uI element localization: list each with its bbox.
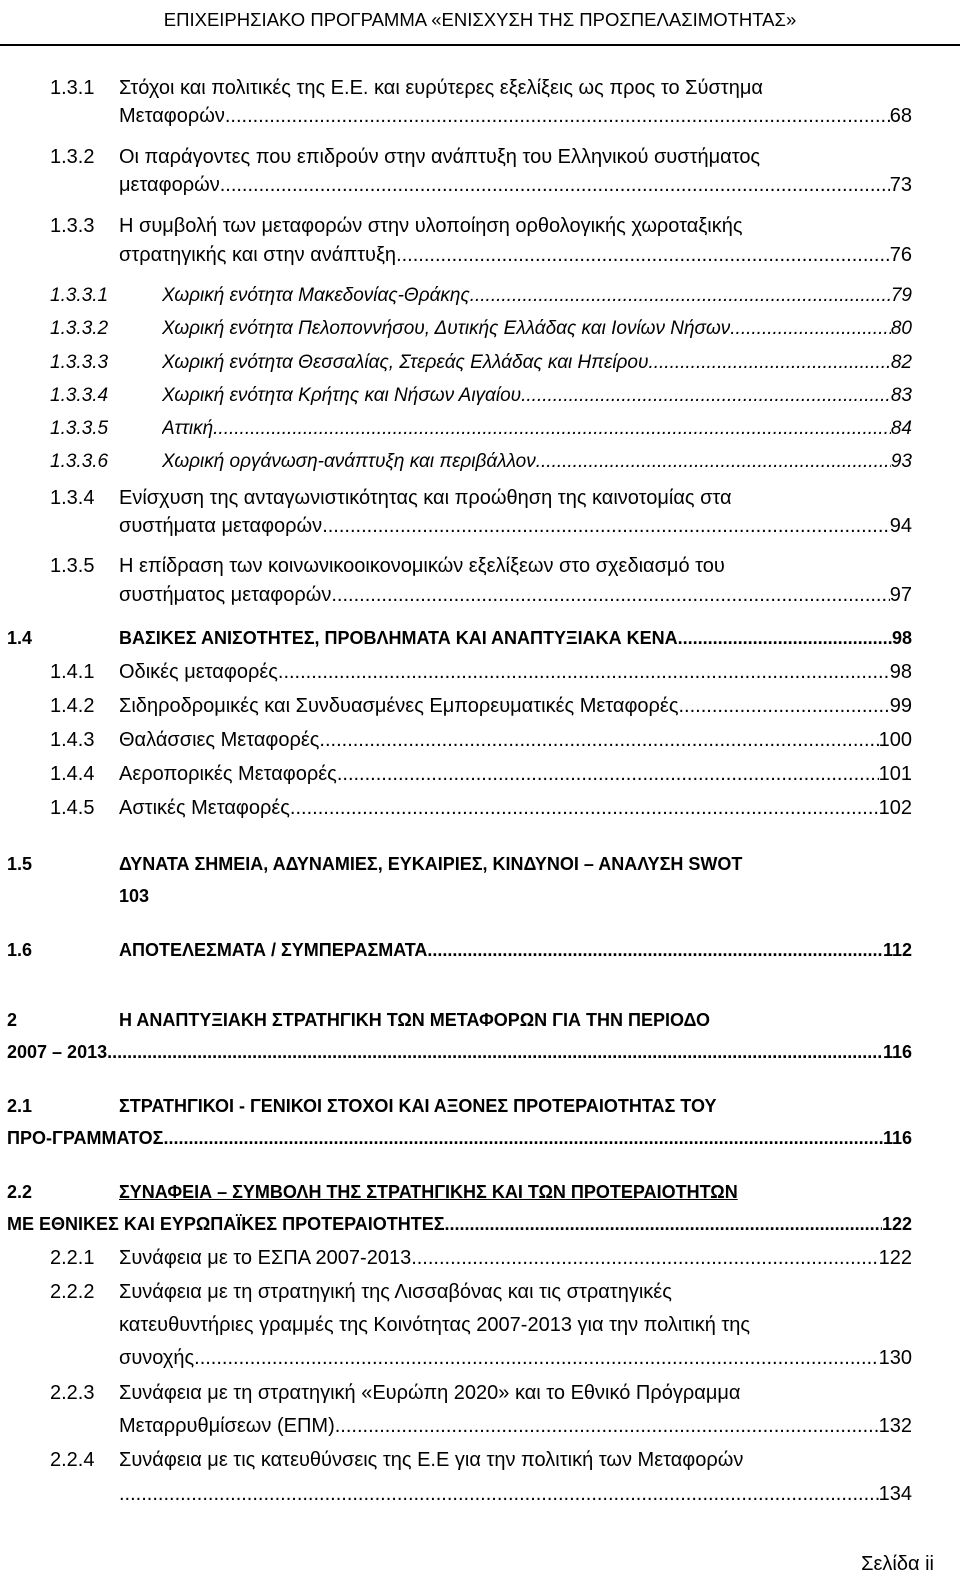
- toc-page-number: 93: [890, 451, 912, 472]
- toc-entry-1-3-3-cont[interactable]: [119, 241, 912, 269]
- toc-entry-number: 2.2.3: [50, 1382, 95, 1404]
- toc-entry-title: Συνάφεια με το ΕΣΠΑ 2007-2013 ..... 122: [119, 1244, 912, 1272]
- toc-page-number: 102: [878, 797, 912, 819]
- dot-leader: [337, 760, 879, 788]
- toc-page-number: 82: [890, 352, 912, 373]
- toc-entry-title: Συνάφεια με τη στρατηγική «Ευρώπη 2020» και το Εθνικό Πρόγραμμα: [119, 1382, 741, 1404]
- toc-entry-2-2-2-cont[interactable]: [119, 1344, 912, 1372]
- toc-entry-number: 1.4: [7, 628, 33, 648]
- toc-page-number: 130: [878, 1347, 912, 1369]
- toc-entry-number: 1.4.5: [50, 797, 95, 819]
- dot-leader: [278, 658, 890, 686]
- toc-page-number: 101: [878, 763, 912, 785]
- toc-entry-title: Θαλάσσιες Μεταφορές ..... 100: [119, 726, 912, 754]
- dot-leader: [163, 1124, 882, 1152]
- toc-entry-title: ΜΕ ΕΘΝΙΚΕΣ ΚΑΙ ΕΥΡΩΠΑΪΚΕΣ ΠΡΟΤΕΡΑΙΟΤΗΤΕΣ: [7, 1214, 445, 1234]
- toc-entry-title: Η ΑΝΑΠΤΥΞΙΑΚΗ ΣΤΡΑΤΗΓΙΚΗ ΤΩΝ ΜΕΤΑΦΟΡΩΝ ΓΙΑ ΤΗΝ ΠΕΡΙΟΔΟ: [119, 1010, 710, 1030]
- dot-leader: [678, 692, 889, 720]
- toc-page-number: 98: [889, 661, 912, 683]
- toc-page-number: 98: [891, 628, 912, 648]
- toc-entry-number: 1.3.3.4: [50, 385, 109, 406]
- page-number-footer: Σελίδα ii: [861, 1553, 934, 1575]
- dot-leader: [225, 102, 890, 130]
- toc-entry-1-5-page[interactable]: [119, 882, 319, 910]
- toc-page-number: 73: [889, 174, 912, 196]
- toc-entry-title: Αστικές Μεταφορές ..... 102: [119, 794, 912, 822]
- dot-leader: [427, 936, 883, 964]
- toc-page-number: 116: [882, 1042, 912, 1062]
- toc-page-number: 99: [889, 695, 912, 717]
- toc-entry-number: 1.4.4: [50, 763, 95, 785]
- toc-entry-1-3-4-cont[interactable]: [119, 512, 912, 540]
- toc-page-number: 134: [878, 1483, 912, 1505]
- dot-leader: [536, 448, 891, 476]
- dot-leader: [445, 1210, 882, 1238]
- toc-entry-number: 1.3.3.6: [50, 451, 109, 472]
- dot-leader: [107, 1038, 883, 1066]
- dot-leader: [411, 1244, 878, 1272]
- toc-entry-title: ΣΥΝΑΦΕΙΑ – ΣΥΜΒΟΛΗ ΤΗΣ ΣΤΡΑΤΗΓΙΚΗΣ ΚΑΙ ΤΩΝ ΠΡΟΤΕΡΑΙΟΤΗΤΩΝ: [119, 1182, 738, 1202]
- toc-entry-title: Χωρική ενότητα Πελοποννήσου, Δυτικής Ελλάδας και Ιονίων Νήσων ..... 80: [162, 315, 912, 343]
- toc-page-number: 103: [119, 886, 150, 906]
- toc-entry-title: Αεροπορικές Μεταφορές ..... 101: [119, 760, 912, 788]
- toc-entry-number: 2.2.1: [50, 1247, 95, 1269]
- toc-entry-title: Χωρική οργάνωση-ανάπτυξη και περιβάλλον ..... 93: [162, 448, 912, 476]
- toc-entry-number: 1.4.2: [50, 695, 95, 717]
- toc-entry-number: 1.3.3.3: [50, 352, 109, 373]
- toc-entry-title: μεταφορών: [119, 174, 220, 196]
- toc-page-number: 76: [889, 244, 912, 266]
- toc-entry-title: ΠΡΟ-ΓΡΑΜΜΑΤΟΣ: [7, 1128, 164, 1148]
- toc-entry-title: Σιδηροδρομικές και Συνδυασμένες Εμπορευματικές Μεταφορές ..... 99: [119, 692, 912, 720]
- toc-entry-number: 1.3.3.1: [50, 285, 109, 306]
- toc-page-number: 112: [882, 940, 912, 960]
- toc-entry-2-1-cont[interactable]: [7, 1124, 912, 1152]
- toc-entry-title: ΒΑΣΙΚΕΣ ΑΝΙΣΟΤΗΤΕΣ, ΠΡΟΒΛΗΜΑΤΑ ΚΑΙ ΑΝΑΠΤΥΞΙΑΚΑ ΚΕΝΑ ..... 98: [119, 624, 912, 652]
- toc-entry-number: 1.3.2: [50, 146, 95, 168]
- toc-entry-title: Χωρική ενότητα Κρήτης και Νήσων Αιγαίου ..... 83: [162, 382, 912, 410]
- toc-entry-title: Η επίδραση των κοινωνικοοικονομικών εξελίξεων στο σχεδιασμό του: [119, 555, 725, 577]
- dot-leader: [119, 1480, 879, 1508]
- toc-entry-title: Συνάφεια με τις κατευθύνσεις της Ε.Ε για την πολιτική των Μεταφορών: [119, 1449, 744, 1471]
- toc-entry-2-cont[interactable]: [7, 1038, 912, 1066]
- dot-leader: [322, 512, 890, 540]
- toc-entry-title: Μεταρρυθμίσεων (ΕΠΜ): [119, 1415, 335, 1437]
- dot-leader: [331, 581, 889, 609]
- toc-entry-2-2-3-cont[interactable]: [119, 1412, 912, 1440]
- toc-entry-number: 1.6: [7, 940, 33, 960]
- dot-leader: [194, 1344, 878, 1372]
- toc-entry-title: ΣΤΡΑΤΗΓΙΚΟΙ - ΓΕΝΙΚΟΙ ΣΤΟΧΟΙ ΚΑΙ ΑΞΟΝΕΣ ΠΡΟΤΕΡΑΙΟΤΗΤΑΣ ΤΟΥ: [119, 1096, 717, 1116]
- toc-entry-number: 1.5: [7, 854, 33, 874]
- toc-entry-title: Μεταφορών: [119, 105, 225, 127]
- toc-entry-number: 1.4.3: [50, 729, 95, 751]
- toc-entry-title: Η συμβολή των μεταφορών στην υλοποίηση ορθολογικής χωροταξικής: [119, 215, 743, 237]
- toc-entry-number: 1.3.3: [50, 215, 95, 237]
- toc-page-number: 80: [890, 318, 912, 339]
- toc-entry-title: κατευθυντήριες γραμμές της Κοινότητας 2007-2013 για την πολιτική της: [119, 1314, 751, 1336]
- dot-leader: [319, 726, 878, 754]
- toc-entry-title: στρατηγικής και στην ανάπτυξη: [119, 244, 397, 266]
- toc-entry-title: Αττική ..... 84: [162, 415, 912, 443]
- toc-entry-title: συστήματος μεταφορών: [119, 584, 332, 606]
- toc-page-number: 79: [890, 285, 912, 306]
- toc-entry-number: 1.3.4: [50, 487, 95, 509]
- toc-page-number: 94: [889, 515, 912, 537]
- toc-page-number: 100: [878, 729, 912, 751]
- toc-entry-number: 2.2: [7, 1182, 33, 1202]
- toc-entry-1-3-5-cont[interactable]: [119, 581, 912, 609]
- toc-entry-title: Χωρική ενότητα Μακεδονίας-Θράκης ..... 79: [162, 282, 912, 310]
- toc-entry-number: 2.2.4: [50, 1449, 95, 1471]
- toc-entry-number: 1.4.1: [50, 661, 95, 683]
- toc-entry-1-3-1-cont[interactable]: [119, 102, 912, 130]
- toc-entry-number: 1.3.5: [50, 555, 95, 577]
- toc-entry-2-2-2-line2[interactable]: [119, 1311, 912, 1339]
- toc-entry-title: ΔΥΝΑΤΑ ΣΗΜΕΙΑ, ΑΔΥΝΑΜΙΕΣ, ΕΥΚΑΙΡΙΕΣ, ΚΙΝΔΥΝΟΙ – ΑΝΑΛΥΣΗ SWOT: [119, 854, 743, 874]
- toc-entry-title: Χωρική ενότητα Θεσσαλίας, Στερεάς Ελλάδας και Ηπείρου ..... 82: [162, 349, 912, 377]
- dot-leader: [730, 315, 891, 343]
- dot-leader: [396, 241, 890, 269]
- toc-entry-title: 2007 – 2013: [7, 1042, 108, 1062]
- header-rule: [0, 44, 960, 46]
- toc-entry-1-3-2-cont[interactable]: [119, 171, 912, 199]
- toc-entry-2-2-4-cont[interactable]: [119, 1480, 912, 1508]
- toc-page-number: 83: [890, 385, 912, 406]
- toc-entry-number: 2.2.2: [50, 1281, 95, 1303]
- toc-entry-title: Ενίσχυση της ανταγωνιστικότητας και προώθηση της καινοτομίας στα: [119, 487, 732, 509]
- dot-leader: [678, 624, 892, 652]
- toc-entry-title: Οδικές μεταφορές ..... 98: [119, 658, 912, 686]
- toc-page-number: 84: [890, 418, 912, 439]
- toc-entry-number: 1.3.1: [50, 77, 95, 99]
- toc-entry-title: Οι παράγοντες που επιδρούν στην ανάπτυξη του Ελληνικού συστήματος: [119, 146, 761, 168]
- toc-entry-number: 2: [7, 1010, 18, 1030]
- toc-entry-title: συνοχής: [119, 1347, 195, 1369]
- dot-leader: [335, 1412, 879, 1440]
- toc-entry-2-2-cont[interactable]: [7, 1210, 912, 1238]
- toc-page-number: 97: [889, 584, 912, 606]
- toc-entry-title: Στόχοι και πολιτικές της Ε.Ε. και ευρύτερες εξελίξεις ως προς το Σύστημα: [119, 77, 763, 99]
- dot-leader: [220, 171, 890, 199]
- toc-page-number: 132: [878, 1415, 912, 1437]
- toc-entry-title: συστήματα μεταφορών: [119, 515, 323, 537]
- toc-page-number: 122: [881, 1214, 912, 1234]
- running-header: ΕΠΙΧΕΙΡΗΣΙΑΚΟ ΠΡΟΓΡΑΜΜΑ «ΕΝΙΣΧΥΣΗ ΤΗΣ ΠΡΟΣΠΕΛΑΣΙΜΟΤΗΤΑΣ»: [163, 9, 797, 30]
- dot-leader: [521, 382, 891, 410]
- toc-entry-title: ΑΠΟΤΕΛΕΣΜΑΤΑ / ΣΥΜΠΕΡΑΣΜΑΤΑ ..... 112: [119, 936, 912, 964]
- toc-page-number: 68: [889, 105, 912, 127]
- dot-leader: [648, 349, 890, 377]
- dot-leader: [290, 794, 879, 822]
- toc-entry-title: Συνάφεια με τη στρατηγική της Λισσαβόνας και τις στρατηγικές: [119, 1281, 672, 1303]
- toc-page-number: 116: [882, 1128, 912, 1148]
- dot-leader: [470, 282, 891, 310]
- dot-leader: [213, 415, 891, 443]
- toc-entry-number: 1.3.3.2: [50, 318, 109, 339]
- toc-entry-number: 1.3.3.5: [50, 418, 109, 439]
- toc-entry-number: 2.1: [7, 1096, 33, 1116]
- toc-page-number: 122: [878, 1247, 912, 1269]
